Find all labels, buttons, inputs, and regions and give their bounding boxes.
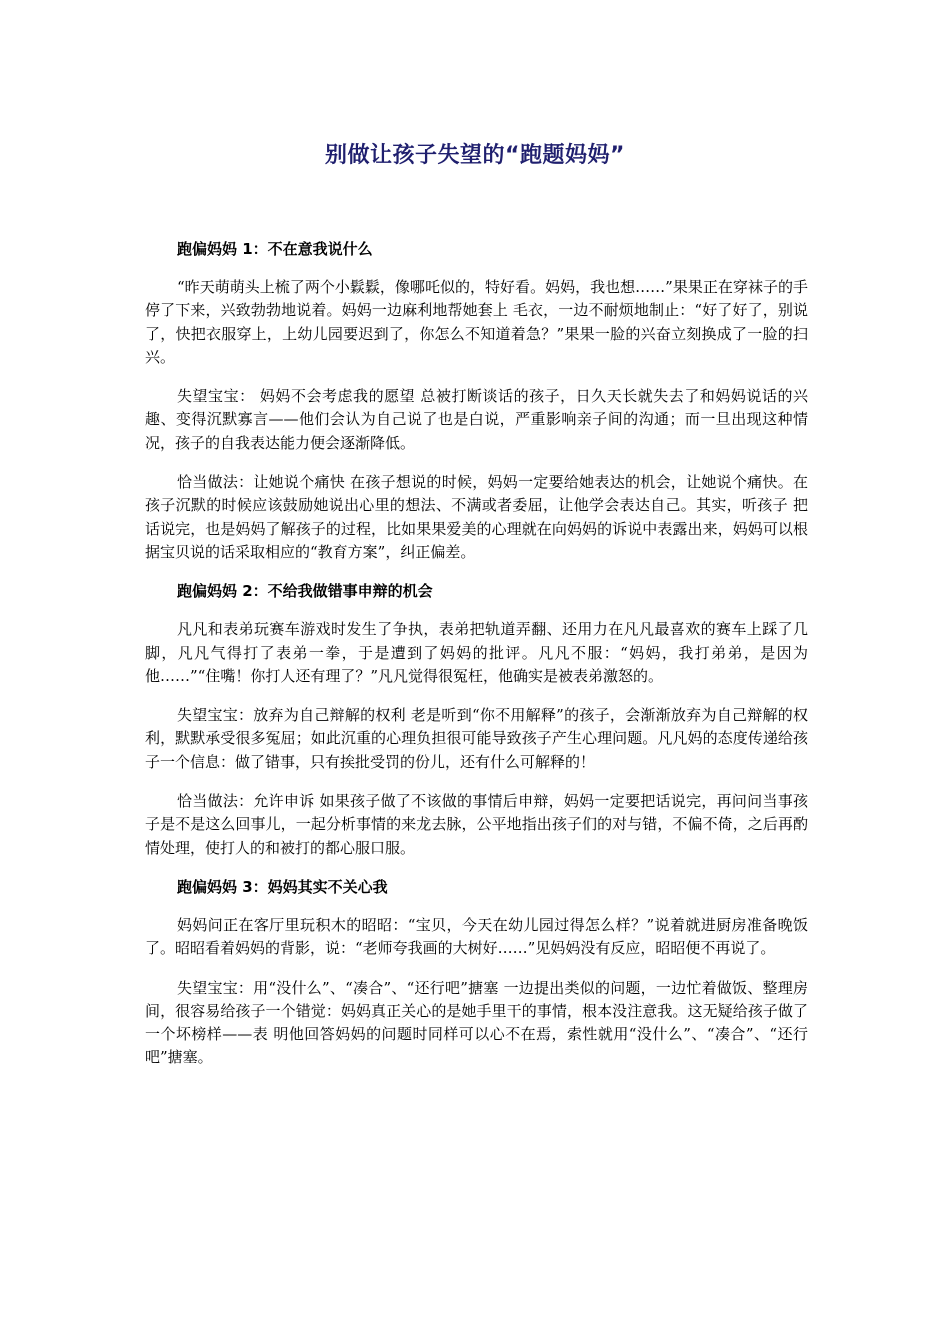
section-3 (145, 876, 808, 1070)
paragraph: 妈妈问正在客厅里玩积木的昭昭：“宝贝，今天在幼儿园过得怎么样？”说着就进厨房准备晚饭了。昭昭看着妈妈的背影，说：“老师夸我画的大树好……”见妈妈没有反应，昭昭便不再说了。 (145, 915, 808, 958)
document-title: 别做让孩子失望的“跑题妈妈” (325, 143, 625, 168)
paragraph: 恰当做法：让她说个痛快 在孩子想说的时候，妈妈一定要给她表达的机会，让她说个痛快。在孩子沉默的时候应该鼓励她说出心里的想法、不满或者委屈，让他学会表达自己。其实，听孩子 把话说完，也是妈妈了解孩子的过程，比如果果爱美的心理就在向妈妈的诉说中表露出来，妈妈可以根据宝贝说的话采取相应的“教育方案”，纠正偏差。 (145, 473, 808, 561)
paragraph: 失望宝宝：放弃为自己辩解的权利 老是听到“你不用解释”的孩子，会渐渐放弃为自己辩解的权利，默默承受很多冤屈；如此沉重的心理负担很可能导致孩子产生心理问题。凡凡妈的态度传递给孩子一个信息：做了错事，只有挨批受罚的份儿，还有什么可解释的！ (145, 706, 808, 771)
section-heading: 跑偏妈妈 3：妈妈其实不关心我 (177, 877, 388, 896)
section-heading: 跑偏妈妈 1：不在意我说什么 (177, 240, 373, 258)
paragraph: 凡凡和表弟玩赛车游戏时发生了争执，表弟把轨道弄翻、还用力在凡凡最喜欢的赛车上踩了几脚，凡凡气得打了表弟一拳，于是遭到了妈妈的批评。凡凡不服：“妈妈，我打弟弟，是因为他……”“住嘴！你打人还有理了？”凡凡觉得很冤枉，他确实是被表弟激怒的。 (145, 620, 808, 685)
paragraph: “昨天萌萌头上梳了两个小鬏鬏，像哪吒似的，特好看。妈妈，我也想……”果果正在穿袜子的手停了下来，兴致勃勃地说着。妈妈一边麻利地帮她套上 毛衣，一边不耐烦地制止：“好了好了，别说了，快把衣服穿上，上幼儿园要迟到了，你怎么不知道着急？”果果一脸的兴奋立刻换成了一脸的扫兴。 (145, 278, 808, 366)
section-2 (145, 580, 808, 860)
paragraph: 失望宝宝：用“没什么”、“凑合”、“还行吧”搪塞 一边提出类似的问题，一边忙着做饭、整理房间，很容易给孩子一个错觉：妈妈真正关心的是她手里干的事情，根本没注意我。这无疑给孩子做了一个坏榜样——表 明他回答妈妈的问题时同样可以心不在焉，索性就用“没什么”、“凑合”、“还行吧”搪塞。 (145, 978, 808, 1067)
paragraph: 失望宝宝： 妈妈不会考虑我的愿望 总被打断谈话的孩子，日久天长就失去了和妈妈说话的兴趣、变得沉默寡言——他们会认为自己说了也是白说，严重影响亲子间的沟通；而一旦出现这种情况，孩子的自我表达能力便会逐渐降低。 (145, 387, 808, 452)
section-heading: 跑偏妈妈 2：不给我做错事申辩的机会 (177, 582, 433, 601)
paragraph: 恰当做法：允许申诉 如果孩子做了不该做的事情后申辩，妈妈一定要把话说完，再问问当事孩子是不是这么回事儿，一起分析事情的来龙去脉，公平地指出孩子们的对与错，不偏不倚，之后再酌情处理，使打人的和被打的都心服口服。 (145, 792, 808, 857)
document-body (145, 238, 808, 1086)
section-1 (145, 238, 808, 564)
